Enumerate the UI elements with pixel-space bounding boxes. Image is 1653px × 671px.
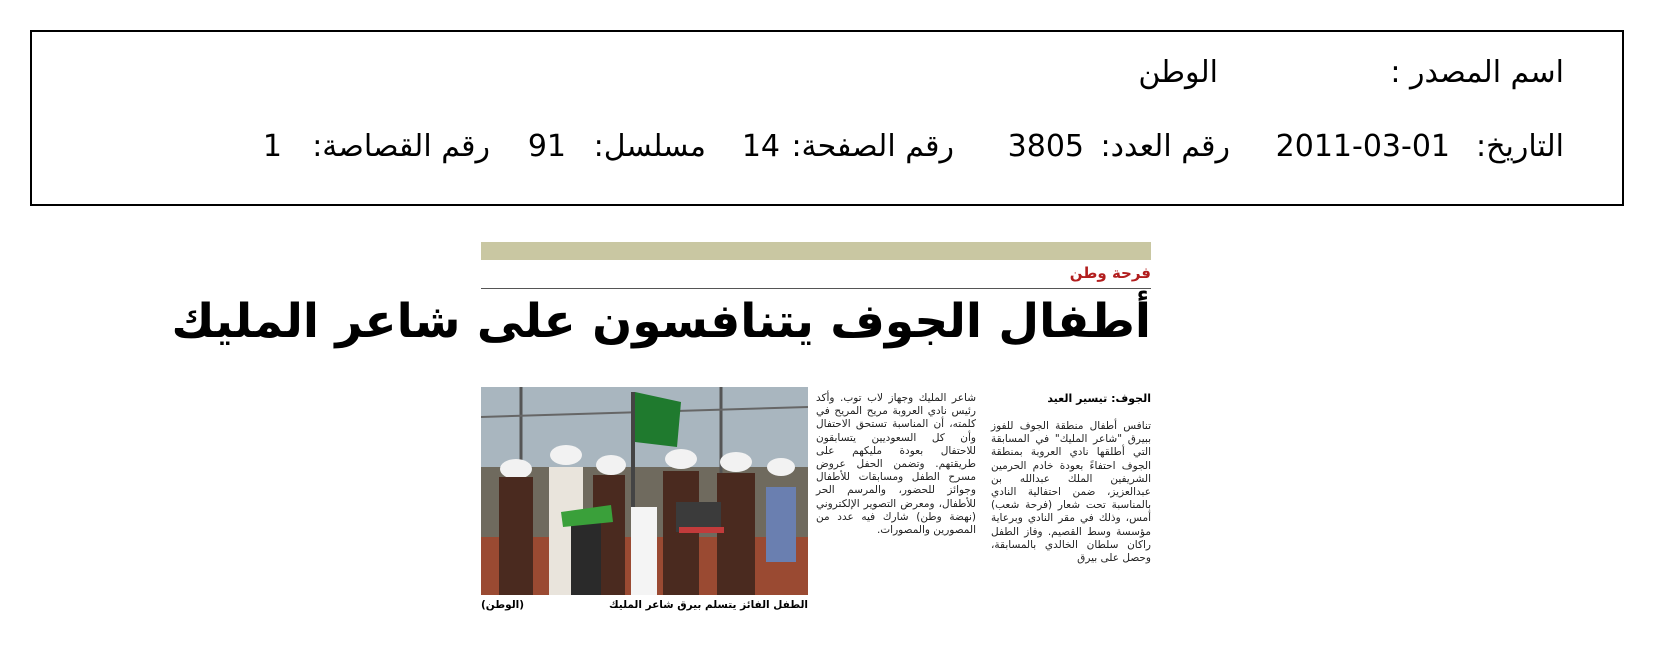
source-label: اسم المصدر : <box>1390 55 1564 90</box>
serial-label: مسلسل: <box>593 129 706 164</box>
clip-label: رقم القصاصة: <box>312 129 490 164</box>
section-divider <box>481 288 1151 289</box>
date-value: 2011-03-01 <box>1275 129 1450 164</box>
page-value: 14 <box>741 129 780 164</box>
serial-value: 91 <box>527 129 566 164</box>
section-color-bar <box>481 242 1151 260</box>
date-label: التاريخ: <box>1476 129 1564 164</box>
article-byline: الجوف: تيسير العيد <box>1047 392 1151 405</box>
issue-label: رقم العدد: <box>1100 129 1230 164</box>
photo-credit: (الوطن) <box>481 599 525 611</box>
section-kicker: فرحة وطن <box>1069 264 1151 282</box>
issue-value: 3805 <box>1007 129 1084 164</box>
article-column-1: تنافس أطفال منطقة الجوف للفوز ببيرق "شاعر المليك" في المسابقة التي أطلقها نادي العروبة بمنطقة الجوف احتفاءً بعودة خادم الحرمين الشريفين الملك عبدالله بن عبدالعزيز، ضمن احتفالية النادي بالمناسبة تحت شعار (فرحة شعب) أمس، وذلك في مقر النادي وبرعاية مؤسسة وسط القصيم. وفاز الطفل راكان سلطان الخالدي بالمسابقة، وحصل على بيرق <box>991 420 1151 565</box>
newspaper-clipping <box>171 242 1151 622</box>
page-label: رقم الصفحة: <box>791 129 954 164</box>
article-column-2: شاعر المليك وجهاز لاب توب. وأكد رئيس نادي العروبة مريح المريح في كلمته، أن المناسبة تستحق الاحتفال وأن كل السعوديين يتسابقون للاحتفال بعودة مليكهم على طريقتهم. وتضمن الحفل عروض مسرح الطفل ومسابقات للأطفال وجوائز للحضور، والمرسم الحر للأطفال، ومعرض التصوير الإلكتروني (نهضة وطن) شارك فيه عدد من المصورين والمصورات. <box>816 392 976 537</box>
source-info-box <box>30 30 1624 206</box>
article-photo <box>481 387 808 595</box>
clip-value: 1 <box>262 129 282 164</box>
source-value: الوطن <box>1138 55 1218 90</box>
caption-text: الطفل الفائز يتسلم بيرق شاعر المليك <box>609 599 808 611</box>
article-headline: أطفال الجوف يتنافسون على شاعر المليك <box>171 294 1151 349</box>
